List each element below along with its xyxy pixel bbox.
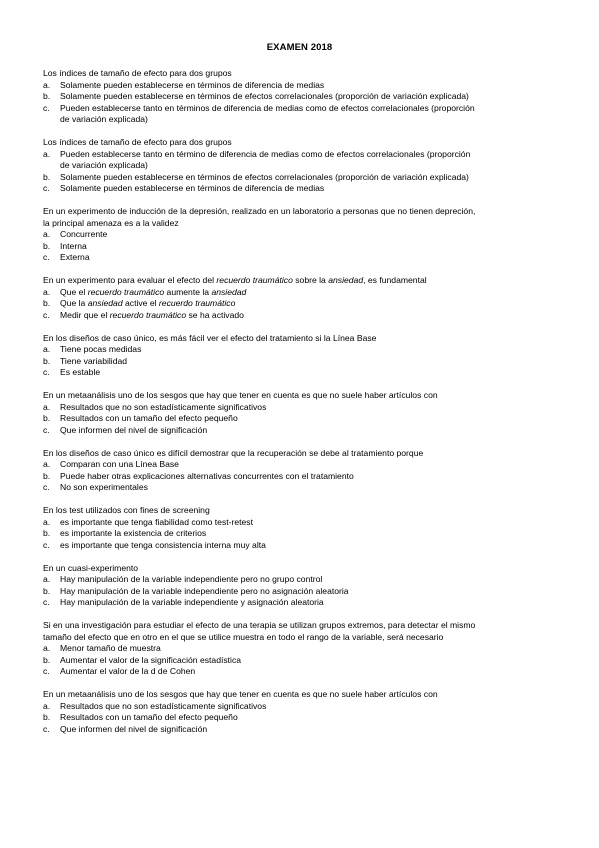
italic-term: recuerdo traumático xyxy=(216,275,293,285)
option-text: Hay manipulación de la variable independiente pero no grupo control xyxy=(60,574,323,584)
option-letter: a. xyxy=(43,229,51,239)
answer-option xyxy=(43,114,558,126)
question-stem xyxy=(43,689,558,701)
answer-option xyxy=(43,252,558,264)
question-stem-line: Si en una investigación para estudiar el efecto de una terapia se utilizan grupos extremos, para detectar el mismo xyxy=(43,620,476,630)
option-letter: a. xyxy=(43,459,51,469)
option-text: Menor tamaño de muestra xyxy=(60,643,161,653)
question-list xyxy=(43,68,558,747)
option-text: Puede haber otras explicaciones alternativas concurrentes con el tratamiento xyxy=(60,470,354,481)
option-letter: b. xyxy=(43,240,51,251)
question-block xyxy=(43,275,558,321)
answer-option xyxy=(43,482,558,494)
answer-option xyxy=(43,241,558,253)
question-stem-line: Los índices de tamaño de efecto para dos grupos xyxy=(43,68,232,78)
answer-option xyxy=(43,160,558,172)
option-letter: a. xyxy=(43,148,51,159)
answer-option xyxy=(43,724,558,736)
option-letter: b. xyxy=(43,355,51,366)
question-stem-line: En un experimento de inducción de la depresión, realizado en un laboratorio a personas que no tienen depreción, xyxy=(43,206,476,216)
answer-option xyxy=(43,367,558,379)
option-text: Que informen del nivel de significación xyxy=(60,723,208,734)
option-letter: a. xyxy=(43,79,51,90)
question-block xyxy=(43,620,558,678)
option-text: Resultados con un tamaño del efecto pequeño xyxy=(60,413,238,423)
option-letter: c. xyxy=(43,597,50,607)
option-text: es importante la existencia de criterios xyxy=(60,528,207,538)
answer-option xyxy=(43,597,558,609)
answer-option xyxy=(43,471,558,483)
option-text: de variación explicada) xyxy=(60,160,148,170)
option-letter: b. xyxy=(43,298,51,308)
option-text: Que el recuerdo traumático aumente la ansiedad xyxy=(60,286,247,297)
option-text: Solamente pueden establecerse en términos de efectos correlacionales (proporción de variación explicada) xyxy=(60,171,469,182)
option-letter: b. xyxy=(43,171,51,182)
option-text: No son experimentales xyxy=(60,482,148,492)
question-block xyxy=(43,390,558,436)
option-letter: c. xyxy=(43,666,50,676)
option-letter: a. xyxy=(43,643,51,653)
option-letter: b. xyxy=(43,585,51,596)
answer-option xyxy=(43,413,558,425)
question-stem-line: En un experimento para evaluar el efecto del recuerdo traumático sobre la ansiedad, es fundamental xyxy=(43,275,427,285)
answer-option xyxy=(43,229,558,241)
italic-term: recuerdo traumático xyxy=(158,298,236,308)
question-stem xyxy=(43,505,558,517)
option-text: Resultados que no son estadísticamente significativos xyxy=(60,401,267,412)
option-text: Hay manipulación de la variable independiente pero no asignación aleatoria xyxy=(60,585,349,596)
question-block xyxy=(43,206,558,264)
option-letter: c. xyxy=(43,424,50,435)
answer-option xyxy=(43,80,558,92)
answer-option xyxy=(43,91,558,103)
question-stem-line: En un metaanálisis uno de los sesgos que hay que tener en cuenta es que no suele haber artículos con xyxy=(43,390,438,400)
option-letter: b. xyxy=(43,712,51,722)
answer-option xyxy=(43,655,558,667)
question-stem xyxy=(43,390,558,402)
question-block xyxy=(43,563,558,609)
option-text: Pueden establecerse tanto en término de diferencia de medias como de efectos correlacionales (proporción xyxy=(60,148,471,159)
option-text: Medir que el recuerdo traumático se ha activado xyxy=(60,309,244,320)
option-letter: b. xyxy=(43,470,51,481)
answer-option xyxy=(43,402,558,414)
question-stem xyxy=(43,206,558,229)
page-title: EXAMEN 2018 xyxy=(266,42,333,53)
question-block xyxy=(43,448,558,494)
option-text: de variación explicada) xyxy=(60,114,148,124)
option-letter: c. xyxy=(43,723,50,734)
option-letter: a. xyxy=(43,516,51,527)
question-stem-line: En un cuasi-experimento xyxy=(43,562,139,573)
answer-option xyxy=(43,298,558,310)
option-text: Aumentar el valor de la significación estadística xyxy=(60,654,242,665)
italic-term: recuerdo traumático xyxy=(87,286,165,297)
answer-option xyxy=(43,540,558,552)
answer-option xyxy=(43,701,558,713)
answer-option xyxy=(43,666,558,678)
answer-option xyxy=(43,172,558,184)
option-letter: c. xyxy=(43,309,50,320)
option-letter: c. xyxy=(43,183,50,193)
answer-option xyxy=(43,344,558,356)
question-stem xyxy=(43,563,558,575)
italic-term: ansiedad xyxy=(211,286,247,297)
italic-term: recuerdo traumático xyxy=(109,309,187,320)
option-text: Comparan con una Línea Base xyxy=(60,459,179,469)
question-block xyxy=(43,689,558,735)
question-stem-line: En un metaanálisis uno de los sesgos que hay que tener en cuenta es que no suele haber artículos con xyxy=(43,689,438,699)
answer-option xyxy=(43,643,558,655)
question-stem xyxy=(43,620,558,643)
option-text: Resultados con un tamaño del efecto pequeño xyxy=(60,712,238,722)
question-stem-line: la principal amenaza es a la validez xyxy=(43,217,179,228)
question-stem xyxy=(43,68,558,80)
option-text: es importante que tenga consistencia interna muy alta xyxy=(60,539,266,550)
option-letter: a. xyxy=(43,344,51,354)
answer-option xyxy=(43,287,558,299)
italic-term: ansiedad xyxy=(328,275,364,285)
option-text: Aumentar el valor de la d de Cohen xyxy=(60,666,196,676)
option-letter: a. xyxy=(43,286,51,297)
answer-option xyxy=(43,183,558,195)
option-letter: c. xyxy=(43,102,50,113)
answer-option xyxy=(43,310,558,322)
question-stem-line: En los diseños de caso único es difícil demostrar que la recuperación se debe al tratamiento porque xyxy=(43,447,424,458)
option-text: es importante que tenga fiabilidad como test-retest xyxy=(60,516,253,527)
option-letter xyxy=(43,160,60,172)
option-text: Que informen del nivel de significación xyxy=(60,424,208,435)
option-text: Resultados que no son estadísticamente significativos xyxy=(60,700,267,711)
option-text: Solamente pueden establecerse en términos de diferencia de medias xyxy=(60,79,325,90)
option-text: Solamente pueden establecerse en términos de efectos correlacionales (proporción de variación explicada) xyxy=(60,91,469,101)
option-text: Externa xyxy=(60,252,90,262)
option-text: Tiene variabilidad xyxy=(60,355,128,366)
answer-option xyxy=(43,149,558,161)
option-letter: c. xyxy=(43,367,50,377)
option-letter: a. xyxy=(43,700,51,711)
answer-option xyxy=(43,517,558,529)
option-letter xyxy=(43,114,60,126)
option-text: Tiene pocas medidas xyxy=(60,344,142,354)
answer-option xyxy=(43,356,558,368)
question-stem xyxy=(43,275,558,287)
answer-option xyxy=(43,459,558,471)
question-stem xyxy=(43,333,558,345)
option-text: Es estable xyxy=(60,367,101,377)
option-letter: b. xyxy=(43,413,51,423)
italic-term: ansiedad xyxy=(87,298,123,308)
option-letter: c. xyxy=(43,482,50,492)
answer-option xyxy=(43,425,558,437)
question-stem-line: En los diseños de caso único, es más fácil ver el efecto del tratamiento si la Línea Base xyxy=(43,332,377,343)
option-text: Que la ansiedad active el recuerdo traumático xyxy=(60,298,236,308)
answer-option xyxy=(43,574,558,586)
answer-option xyxy=(43,586,558,598)
option-text: Interna xyxy=(60,240,87,251)
answer-option xyxy=(43,103,558,115)
question-stem xyxy=(43,448,558,460)
question-block xyxy=(43,68,558,126)
option-letter: c. xyxy=(43,252,50,262)
option-letter: b. xyxy=(43,91,51,101)
option-text: Solamente pueden establecerse en términos de diferencia de medias xyxy=(60,183,325,193)
answer-option xyxy=(43,528,558,540)
option-text: Pueden establecerse tanto en términos de diferencia de medias como de efectos correlacionales (proporción xyxy=(60,102,475,113)
option-letter: b. xyxy=(43,528,51,538)
option-text: Concurrente xyxy=(60,229,108,239)
question-stem-line: Los índices de tamaño de efecto para dos grupos xyxy=(43,137,232,147)
question-stem xyxy=(43,137,558,149)
option-letter: b. xyxy=(43,654,51,665)
question-block xyxy=(43,333,558,379)
question-block xyxy=(43,137,558,195)
answer-option xyxy=(43,712,558,724)
option-text: Hay manipulación de la variable independiente y asignación aleatoria xyxy=(60,597,324,607)
question-stem-line: En los test utilizados con fines de screening xyxy=(43,505,210,515)
option-letter: c. xyxy=(43,539,50,550)
question-block xyxy=(43,505,558,551)
option-letter: a. xyxy=(43,574,51,584)
question-stem-line: tamaño del efecto que en otro en el que se utilice muestra en todo el rango de la variable, será necesario xyxy=(43,631,444,642)
option-letter: a. xyxy=(43,401,51,412)
